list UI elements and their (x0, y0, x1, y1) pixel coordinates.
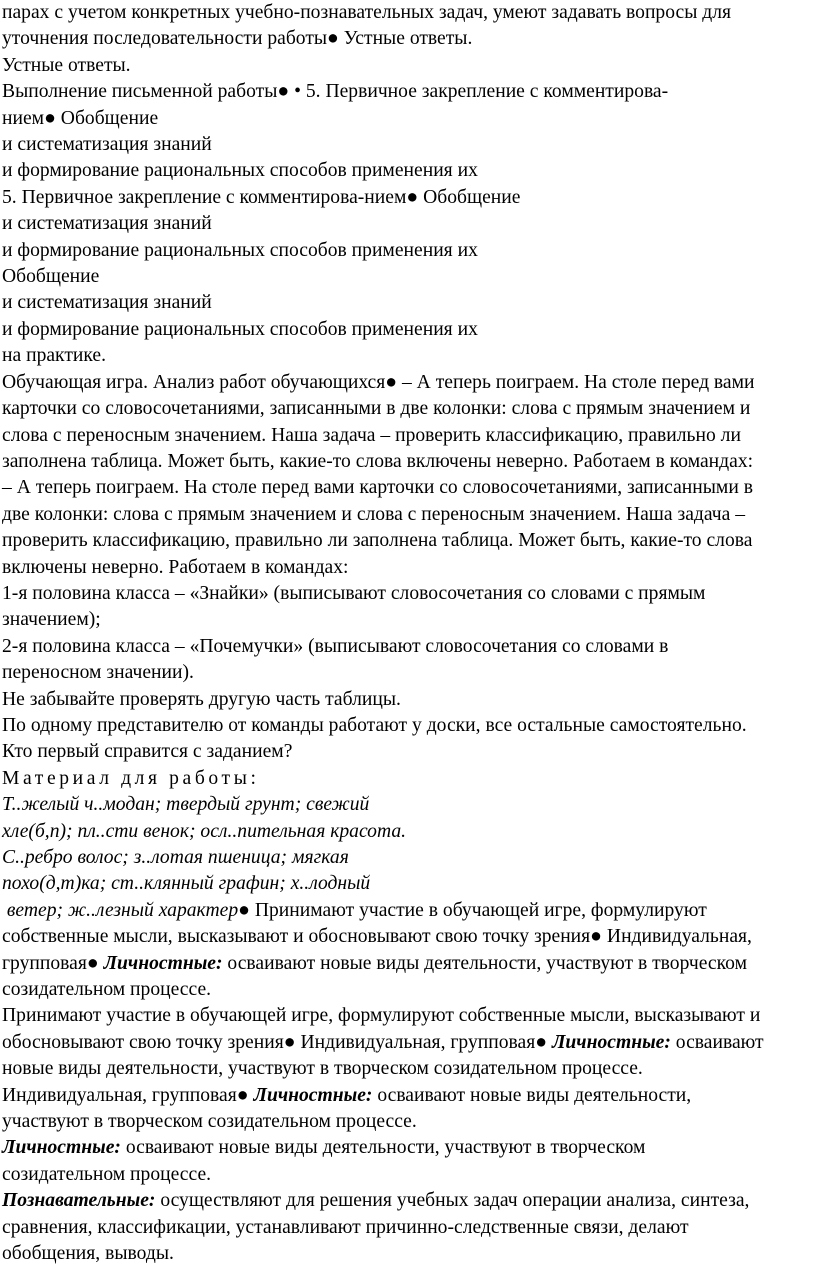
text-line (2, 396, 812, 422)
text-line (2, 951, 812, 977)
text-segment: и систематизация знаний (2, 134, 212, 156)
text-segment: собственные мысли, высказывают и обосновывают свою точку зрения● Индивидуальная, (2, 926, 752, 948)
text-segment: осваивают новые виды деятельности, (372, 1084, 692, 1106)
text-segment: По одному представителю от команды работают у доски, все остальные самостоятельно. (2, 714, 747, 736)
text-segment: Выполнение письменной работы● • 5. Первичное закрепление с комментирова- (2, 81, 669, 103)
text-segment: нием● Обобщение (2, 107, 159, 129)
italic-text: Т..желый ч..модан; твердый грунт; свежий (2, 794, 370, 816)
text-line (2, 581, 812, 607)
text-segment: новые виды деятельности, участвуют в творческом созидательном процессе. (2, 1058, 643, 1080)
text-line (2, 0, 812, 26)
text-line (2, 475, 812, 501)
text-line (2, 792, 812, 818)
text-segment: созидательном процессе. (2, 979, 212, 1001)
text-line (2, 607, 812, 633)
text-line (2, 528, 812, 554)
text-segment: ● Принимают участие в обучающей игре, формулируют (238, 899, 707, 921)
text-line (2, 766, 812, 792)
text-segment: заполнена таблица. Может быть, какие-то слова включены неверно. Работаем в командах: (2, 450, 754, 472)
bold-italic-label: Личностные: (103, 952, 223, 974)
text-line (2, 634, 812, 660)
text-segment: значением); (2, 609, 101, 631)
text-line (2, 660, 812, 686)
italic-text: С..ребро волос; з..лотая пшеница; мягкая (2, 847, 349, 868)
text-line (2, 819, 812, 845)
text-segment: – А теперь поиграем. На столе перед вами карточки со словосочетаниями, записанными в (2, 477, 753, 499)
text-line (2, 423, 812, 449)
text-line (2, 1162, 812, 1188)
text-line (2, 1003, 812, 1029)
text-segment: осваивают (670, 1031, 764, 1053)
text-line (2, 871, 812, 897)
italic-text: похо(д,т)ка; ст..клянный графин; х..лодный (2, 873, 371, 895)
bold-italic-label: Личностные: (551, 1031, 671, 1053)
text-segment: переносном значении). (2, 662, 194, 684)
text-line (2, 739, 812, 765)
text-line (2, 53, 812, 79)
text-segment: сравнения, классификации, устанавливают причинно-следственные связи, делают (2, 1216, 689, 1238)
text-line (2, 370, 812, 396)
text-segment: 5. Первичное закрепление с комментирова-нием● Обобщение (2, 186, 521, 208)
text-segment: включены неверно. Работаем в командах: (2, 556, 349, 578)
section-heading: Материал для работы: (2, 767, 260, 789)
text-segment: парах с учетом конкретных учебно-познавательных задач, умеют задавать вопросы для (2, 2, 732, 23)
text-segment: и формирование рациональных способов применения их (2, 318, 478, 340)
text-line (2, 555, 812, 581)
bold-italic-label: Личностные: (253, 1084, 373, 1106)
text-segment: и формирование рациональных способов применения их (2, 239, 478, 261)
text-line (2, 317, 812, 343)
bold-italic-label: Личностные: (2, 1137, 121, 1159)
text-line (2, 79, 812, 105)
text-segment: Принимают участие в обучающей игре, формулируют собственные мысли, высказывают и (2, 1005, 761, 1027)
text-line (2, 264, 812, 290)
text-segment: и систематизация знаний (2, 213, 212, 235)
text-line (2, 687, 812, 713)
text-segment: две колонки: слова с прямым значением и слова с переносным значением. Наша задача – (2, 503, 746, 525)
text-segment: Не забывайте проверять другую часть таблицы. (2, 688, 401, 710)
text-line (2, 845, 812, 871)
text-line (2, 977, 812, 1003)
text-line (2, 898, 812, 924)
text-segment: уточнения последовательности работы● Устные ответы. (2, 28, 473, 50)
text-line (2, 106, 812, 132)
text-line (2, 1135, 812, 1161)
text-line (2, 1215, 812, 1241)
text-line (2, 132, 812, 158)
text-line (2, 924, 812, 950)
text-line (2, 211, 812, 237)
text-segment: созидательном процессе. (2, 1163, 212, 1185)
text-segment: осваивают новые виды деятельности, участвуют в творческом (222, 952, 747, 974)
text-segment: и формирование рациональных способов применения их (2, 160, 478, 182)
text-line (2, 343, 812, 369)
text-line (2, 713, 812, 739)
text-line (2, 26, 812, 52)
text-segment: обобщения, выводы. (2, 1243, 174, 1265)
bold-italic-label: Познавательные: (2, 1190, 156, 1212)
text-segment: 2-я половина класса – «Почемучки» (выписывают словосочетания со словами в (2, 635, 669, 657)
text-segment: Кто первый справится с заданием? (2, 741, 293, 763)
text-segment: осваивают новые виды деятельности, участвуют в творческом (120, 1137, 646, 1159)
italic-text: хле(б,п); пл..сти венок; осл..пительная красота. (2, 820, 407, 842)
text-segment: Устные ответы. (2, 54, 131, 76)
text-line (2, 1056, 812, 1082)
text-line (2, 502, 812, 528)
text-line (2, 158, 812, 184)
text-line (2, 449, 812, 475)
text-line (2, 290, 812, 316)
text-line (2, 1083, 812, 1109)
text-segment: на практике. (2, 345, 106, 367)
text-segment: проверить классификацию, правильно ли заполнена таблица. Может быть, какие-то слова (2, 530, 753, 552)
text-segment: обосновывают свою точку зрения● Индивидуальная, групповая● (2, 1031, 552, 1053)
text-segment: Обучающая игра. Анализ работ обучающихся● – А теперь поиграем. На столе перед вами (2, 371, 755, 393)
text-line (2, 185, 812, 211)
text-segment: Индивидуальная, групповая● (2, 1084, 254, 1106)
text-line (2, 1030, 812, 1056)
text-line (2, 1109, 812, 1135)
text-segment: групповая● (2, 952, 104, 974)
text-segment: Обобщение (2, 266, 100, 288)
text-segment: слова с переносным значением. Наша задача – проверить классификацию, правильно ли (2, 424, 741, 446)
italic-text: ветер; ж..лезный характер (2, 899, 239, 921)
text-line (2, 1188, 812, 1214)
text-line (2, 238, 812, 264)
text-segment: 1-я половина класса – «Знайки» (выписывают словосочетания со словами с прямым (2, 582, 706, 604)
text-segment: и систематизация знаний (2, 292, 212, 314)
text-line (2, 1241, 812, 1267)
text-segment: карточки со словосочетаниями, записанными в две колонки: слова с прямым значением и (2, 398, 751, 420)
text-segment: осуществляют для решения учебных задач операции анализа, синтеза, (155, 1190, 750, 1212)
text-segment: участвуют в творческом созидательном процессе. (2, 1111, 417, 1133)
